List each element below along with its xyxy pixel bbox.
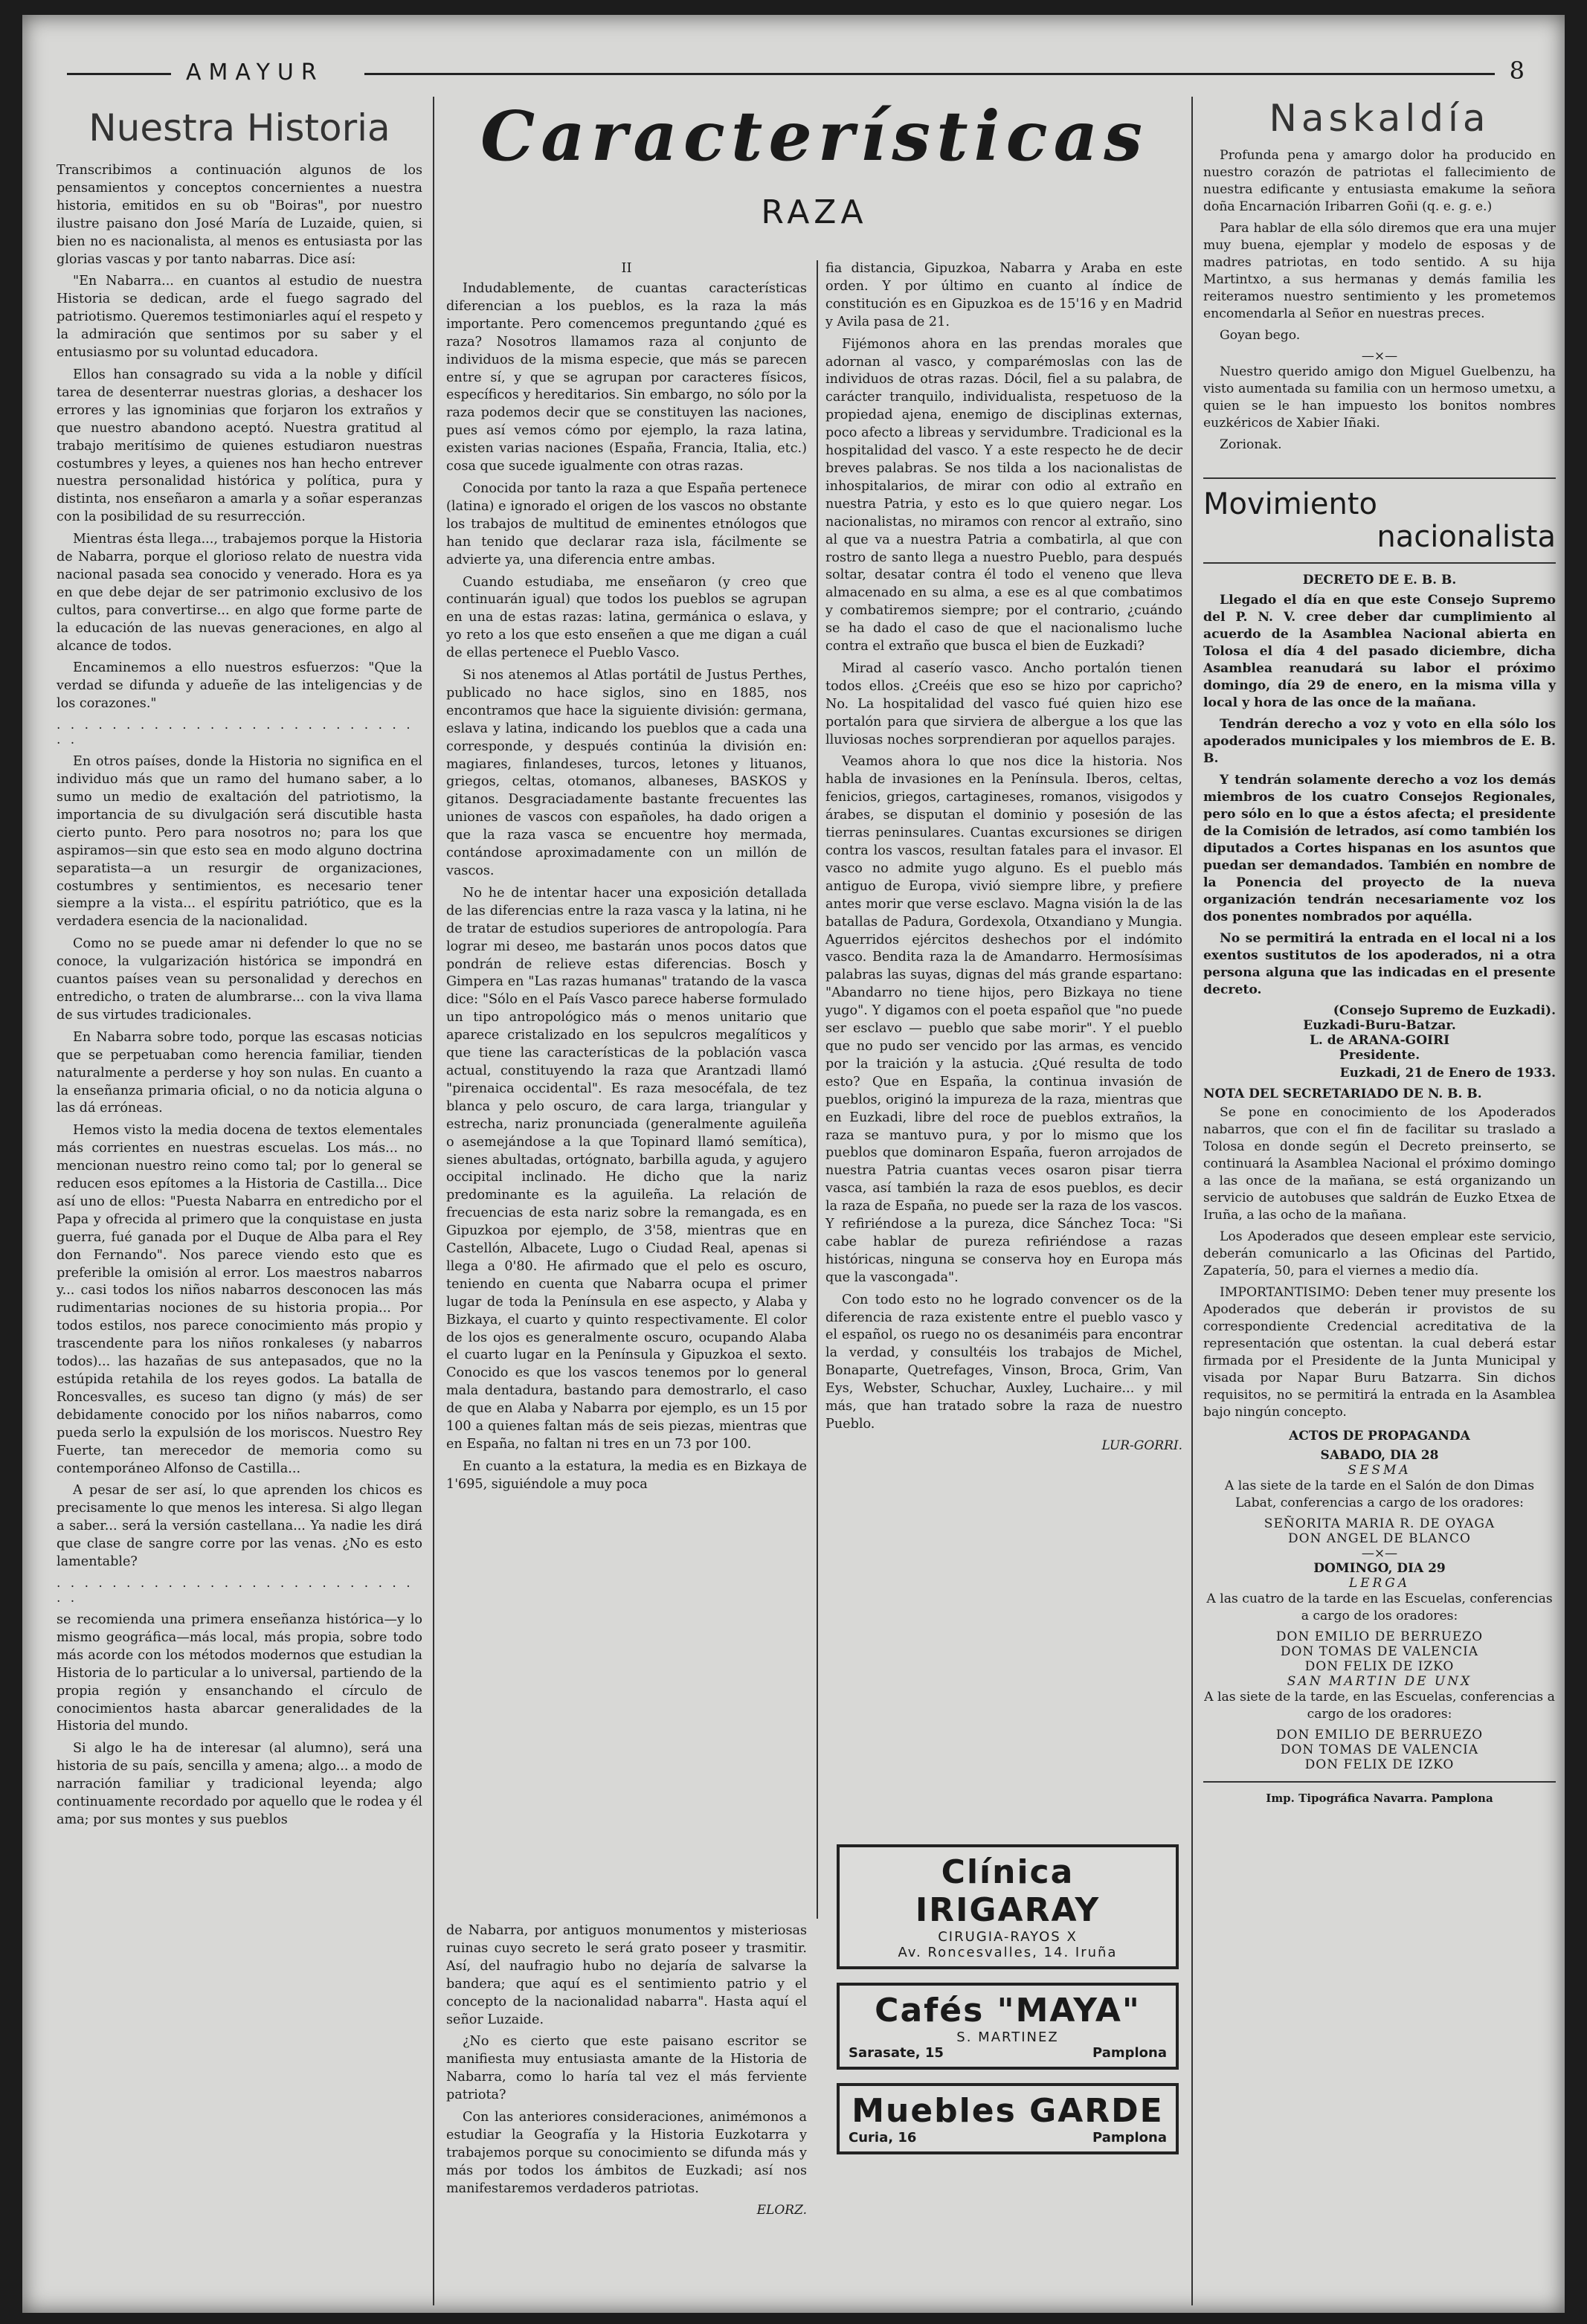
decree-heading: DECRETO DE E. B. B. bbox=[1302, 573, 1457, 588]
program-speaker: SEÑORITA MARIA R. DE OYAGA bbox=[1264, 1516, 1496, 1531]
middle-inner-divider bbox=[817, 260, 818, 1919]
program-speaker: DON FELIX DE IZKO bbox=[1304, 1757, 1455, 1772]
right-column bbox=[1203, 95, 1556, 1805]
ad-name: Cafés "MAYA" bbox=[875, 1992, 1141, 2030]
program-text: A las cuatro de la tarde en las Escuelas, conferencias a cargo de los oradores: bbox=[1206, 1591, 1553, 1623]
left-paragraph: "En Nabarra... en cuantos al estudio de nuestra Historia se dedican, arde el fuego sagrado del patriotismo. Queremos testimoniarles aquí el respeto y la admiración que sentimos por su saber y el entusiasmo por su voluntad educadora. bbox=[57, 274, 422, 361]
middle-paragraph: Indudablemente, de cuantas características diferencian a los pueblos, es la raza la más importante. Pero comencemos preguntando ¿qué es raza? Nosotros llamamos raza al conjunto de individuos de la misma especie, que más se parecen entre sí, y que se agrupan por caracteres físicos, específicos y hereditarios. Sin embargo, no sólo por la raza podemos decir que se constituyen las naciones, pues así vemos cómo por ejemplo, la raza latina, existen varias naciones (España, Francia, Italia, etc.) cosa que sucede igualmente con otras razas. bbox=[446, 281, 807, 474]
ad-name: Clínica IRIGARAY bbox=[915, 1853, 1101, 1929]
program-day: SABADO, DIA 28 bbox=[1320, 1448, 1439, 1463]
left-paragraph: se recomienda una primera enseñanza histórica—y lo mismo geográfica—más local, más propia, sobre todo más acorde con los métodos modernos que estudian la Historia de lo particular a lo universal, partiendo de la propia región y ensanchando el círculo de conocimientos hasta abarcar generalidades de la Historia del mundo. bbox=[57, 1612, 422, 1734]
ellipsis-divider: . . . . . . . . . . . . . . . . . . . . . . . . . . . . bbox=[57, 718, 413, 748]
middle-header bbox=[446, 95, 1182, 234]
left-paragraph: Encaminemos a ello nuestros esfuerzos: "Que la verdad se difunda y adueñe de las inteligencias y de los corazones." bbox=[57, 660, 422, 712]
author-signature: LUR-GORRI. bbox=[1101, 1438, 1182, 1453]
ad-line: Av. Roncesvalles, 14. Iruña bbox=[898, 1945, 1118, 1960]
separator: —×— bbox=[1361, 349, 1398, 364]
ads-block bbox=[837, 1844, 1179, 2168]
ad-city: Pamplona bbox=[1092, 2130, 1167, 2146]
middle-paragraph: Fijémonos ahora en las prendas morales que adornan al vasco, y comparémoslas con las de individuos de otras razas. Dócil, fiel a su palabra, de carácter tranquilo, individualista, respetuoso de la propiedad ajena, enemigo de disciplinas externas, poco afecto a libreas y servidumbre. Tradicional es la hospitalidad del vasco. Y a este respecto he de decir breves palabras. Se nos tilda a los nacionalistas de inhospitalarios, de mirar con odio al extraño en nuestra Patria, y esto es lo que quiero negar. Los nacionalistas, no miramos con rencor al extraño, sino al que va a nuestra Patria a combatirla, al que con rostro de santo llega a nuestro Pueblo, para después soltar, desatar contra él todo el veneno que lleva almacenado en su alma, a ese es al que combatimos y combatiremos siempre; por el contrario, ¿cuándo se ha dado el caso de que el nacionalismo luche contra el extraño que busca el bien de Euzkadi? bbox=[825, 336, 1182, 654]
right-paragraph: Nuestro querido amigo don Miguel Guelbenzu, ha visto aumentada su familia con un hermoso umetxu, a quien se le han impuesto los bonitos nombres euzkéricos de Xabier Iñaki. bbox=[1203, 364, 1556, 431]
program-speaker: DON FELIX DE IZKO bbox=[1304, 1659, 1455, 1674]
movement-title-line-1: Movimiento bbox=[1203, 487, 1377, 521]
decree-signature-2: Euzkadi-Buru-Batzar. bbox=[1303, 1018, 1456, 1033]
decree-paragraph: Llegado el día en que este Consejo Supremo del P. N. V. cree deber dar cumplimiento al acuerdo de la Asamblea Nacional abierta en Tolosa el día 4 del pasado diciembre, dicha Asamblea reanudará su labor el próximo domingo, día 29 de enero, en la misma villa y local y hora de las once de la mañana. bbox=[1203, 593, 1556, 710]
right-paragraph: Para hablar de ella sólo diremos que era una mujer muy buena, ejemplar y modelo de esposas y de madres patriotas, en todo sentido. A su hija Martintxo, a sus hermanas y demás familia les reiteramos nuestro sentimiento y les prometemos encomendarla al Señor en nuestras preces. bbox=[1203, 221, 1556, 321]
nota-heading: NOTA DEL SECRETARIADO DE N. B. B. bbox=[1203, 1087, 1482, 1101]
program-day: DOMINGO, DIA 29 bbox=[1313, 1561, 1446, 1576]
program-speaker: DON EMILIO DE BERRUEZO bbox=[1275, 1728, 1484, 1742]
right-paragraph: Profunda pena y amargo dolor ha producido en nuestro corazón de patriotas el fallecimiento de nuestra edificante y entusiasta emakume la señora doña Encarnación Iribarren Goñi (q. e. g. e.) bbox=[1203, 148, 1556, 214]
middle-paragraph: fia distancia, Gipuzkoa, Nabarra y Araba en este orden. Y por último en cuanto al índice de constitución es en Gipuzkoa es de 15'16 y en Madrid y Avila pasa de 21. bbox=[825, 261, 1182, 329]
middle-paragraph: Con las anteriores consideraciones, animémonos a estudiar la Geografía y la Historia Euzkotarra y trabajemos porque su conocimiento se difunda más y más por todos los ámbitos de Euzkadi; así nos manifestaremos verdaderos patriotas. bbox=[446, 2110, 807, 2196]
left-paragraph: Transcribimos a continuación algunos de los pensamientos y conceptos concernientes a nuestra historia, emitidos en su ob "Boiras", por nuestro ilustre paisano don José María de Luzaide, quien, si bien no es nacionalista, al menos es entusiasta por las glorias vascas y por tanto nabarras. Dice así: bbox=[57, 163, 422, 267]
middle-article-title: Características bbox=[480, 96, 1149, 176]
masthead bbox=[67, 57, 1525, 86]
masthead-title: AMAYUR bbox=[186, 59, 324, 86]
propaganda-program bbox=[1203, 1448, 1556, 1772]
printer-line: Imp. Tipográfica Navarra. Pamplona bbox=[1266, 1792, 1493, 1805]
decree-paragraph: Y tendrán solamente derecho a voz los demás miembros de los cuatro Consejos Regionales, pero sólo en lo que a éstos afecta; el presidente de la Comisión de letrados, así como también los diputados a Cortes hispanas en los asuntos que puedan ser demandados. También en nombre de la Ponencia del proyecto de la nueva organización tendrán necesariamente voz los dos ponentes nombrados por aquélla. bbox=[1203, 773, 1556, 924]
program-town: SAN MARTIN DE UNX bbox=[1287, 1674, 1472, 1689]
middle-paragraph: de Nabarra, por antiguos monumentos y misteriosas ruinas cuyo secreto le será grato poseer y trasmitir. Así, del naufragio hubo no dejaría de salvarse la bandera; que aquí es el sentimiento patrio y el concepto de la nacionalidad nabarra". Hasta aquí el señor Luzaide. bbox=[446, 1923, 807, 2027]
middle-paragraph: ¿No es cierto que este paisano escritor se manifiesta muy entusiasta amante de la Historia de Nabarra, como lo haría tal vez el más ferviente patriota? bbox=[446, 2034, 807, 2103]
ad-line: S. MARTINEZ bbox=[956, 2030, 1059, 2045]
section-rule bbox=[1203, 562, 1556, 564]
ad-city: Pamplona bbox=[1092, 2045, 1167, 2061]
column-divider-2 bbox=[1191, 97, 1193, 2305]
left-paragraph: En Nabarra sobre todo, porque las escasas noticias que se perpetuaban como herencia familiar, tienden naturalmente a perderse y hoy son nulas. En cuanto a la enseñanza primaria oficial, o no da noticia alguna o las dá erróneas. bbox=[57, 1029, 422, 1116]
author-signature: ELORZ. bbox=[756, 2202, 807, 2218]
ad-address: Sarasate, 15 bbox=[849, 2045, 944, 2061]
left-paragraph: Si algo le ha de interesar (al alumno), será una historia de su país, sencilla y amena; algo... a modo de narración familiar y tradicional leyenda; algo continuamente recordado por aquello que le rodea y él ama; por sus montes y sus pueblos bbox=[57, 1741, 422, 1827]
middle-paragraph: Si nos atenemos al Atlas portátil de Justus Perthes, publicado no hace siglos, sino en 1885, nos encontramos que hace la siguiente división: germana, eslava y latina, indicando los pueblos que a cada una corresponde, y después continúa la división en: magiares, finlandeses, turcos, letones y lituanos, griegos, celtas, otomanos, albaneses, BASKOS y gitanos. Desgraciadamente bastante frecuentes las uniones de vascos con españoles, ha dado origen a que la raza vasca se encuentre hoy mermada, contándose aproximadamente con un millón de vascos. bbox=[446, 668, 807, 878]
ad-name: Muebles GARDE bbox=[852, 2092, 1164, 2130]
middle-column-b bbox=[825, 260, 1182, 1453]
left-article-title: Nuestra Historia bbox=[88, 106, 390, 149]
left-paragraph: Hemos visto la media docena de textos elementales más corrientes en nuestras escuelas. Los más... no mencionan nuestro reino como tal; por lo general se reducen esos epítomes a la Historia de Castilla... Dice así uno de ellos: "Puesta Nabarra en entredicho por el Papa y ofrecida al primero que la conquistase en justa guerra, fué ganada por el Duque de Alba para el Rey don Fernando". Nos parece viendo esto que es preferible la omisión al error. Los maestros nabarros y... casi todos los niños nabarros desconocen las más rudimentarias nociones de su historia propia... Por todos estilos, nos parece conocimiento más propio y trascendente para los niños ronkaleses (y nabarros todos)... las hazañas de sus antepasados, que no la estúpida retahila de los reyes godos. La batalla de Roncesvalles, es suceso tan digno (y más) de ser debidamente conocido por los niños nabarros, como pueda serlo la expulsión de los moriscos. Nuestro Rey Fuerte, tan merecedor de memoria como su contemporáneo Alfonso de Castilla... bbox=[57, 1123, 422, 1476]
left-paragraph: En otros países, donde la Historia no significa en el individuo más que un ramo del humano saber, a lo sumo un medio de exaltación del patriotismo, la importancia de su divulgación será discutible hasta cierto punto. Pero para nosotros no; para los que aspiramos—sin que esto sea en modo alguno doctrina separatista—a un resurgir de organizaciones, costumbres y sentimientos, es necesario tener siempre a la vista... el espíritu patriótico, que es la verdadera esencia de la nacionalidad. bbox=[57, 754, 422, 930]
program-town: SESMA bbox=[1348, 1463, 1411, 1478]
middle-column-a bbox=[446, 260, 807, 1499]
ad-address-row bbox=[849, 2045, 1167, 2061]
masthead-rule-right bbox=[364, 73, 1495, 75]
middle-paragraph: Veamos ahora lo que nos dice la historia. Nos habla de invasiones en la Península. Iberos, celtas, fenicios, griegos, cartagineses, romanos, visigodos y árabes, se disputan el dominio y posesión de las tierras peninsulares. Cuantas excursiones se dirigen contra los vascos, resultan fatales para el invasor. El vasco no admite yugo alguno. Es el pueblo más antiguo de Europa, vivió siempre libre, y prefiere antes morir que verse esclavo. Magna visión la de las batallas de Padura, Gordexola, Otxandiano y Mungia. Aguerridos ejércitos deshechos por el indómito vasco. Bendita raza la de Amandarro. Hermosísimas palabras las suyas, dignas del más grande espartano: "Abandarro no tiene hijos, pero Bizkaya no tiene yugo". Y digamos con el poeta español que "no puede ser esclavo — pueblo que sabe morir". Y el pueblo que no pudo ser vencido por las armas, es vencido por la traición y la astucia. ¿Qué resulta de todo esto? Que en España, la continua invasión de pueblos, originó la impureza de la raza, mientras que en Euzkadi, libre del roce de pueblos extraños, la raza se mantuvo pura, y por lo mismo que los pueblos que dominaron España, fueron arrojados de nuestra Patria cuantas veces osaron pisar tierra vasca, así también la raza de esos pueblos, es decir la raza de España, no puede ser la raza de los vascos. Y refiriéndose a la pureza, dice Sánchez Toca: "Si cabe hablar de pureza refiriéndose a razas históricas, ninguna se conserva hoy en Europa más que la vascongada". bbox=[825, 754, 1182, 1285]
left-paragraph: Ellos han consagrado su vida a la noble y difícil tarea de desenterrar nuestras glorias, a deshacer los errores y las ignominias que forjaron los extraños y que nuestro abandono aceptó. Nuestra gratitud al trabajo meritísimo de quienes estudiaron nuestras costumbres y leyes, a quienes nos han hecho entrever nuestra personalidad histórica y política, pura y distinta, nos enseñaron a amarla y a soñar esperanzas con la posibilidad de su resurrección. bbox=[57, 367, 422, 525]
ad-cafes-maya bbox=[837, 1983, 1179, 2070]
nota-paragraph: Se pone en conocimiento de los Apoderados nabarros, que con el fin de facilitar su traslado a Tolosa en donde según el Decreto preinserto, se continuará la Asamblea Nacional el próximo domingo a las once de la mañana, se está organizando un servicio de autobuses que saldrán de Euzko Etxea de Iruña, a las ocho de la mañana. bbox=[1203, 1105, 1556, 1223]
ad-address: Curia, 16 bbox=[849, 2130, 917, 2146]
section-numeral: II bbox=[621, 260, 632, 276]
decree-signature-1: (Consejo Supremo de Euzkadi). bbox=[1333, 1003, 1556, 1018]
right-paragraph: Goyan bego. bbox=[1220, 328, 1301, 343]
decree-date: Euzkadi, 21 de Enero de 1933. bbox=[1339, 1066, 1556, 1081]
middle-paragraph: No he de intentar hacer una exposición detallada de las diferencias entre la raza vasca y la latina, ni he de tratar de estudios superiores de antropología. Para lograr mi deseo, me bastarán unos pocos datos que pondrán de relieve estas diferencias. Bosch y Gimpera en "Las razas humanas" tratando de la vasca dice: "Sólo en el País Vasco parece haberse formulado un tipo antropológico más o menos unitario que aparece cristalizado en los sepulcros megalíticos y que tiene las características de la población vasca actual, constituyendo la raza que Arantzadi llamó "pirenaica occidental". Es raza mesocéfala, de tez blanca y pelo oscuro, de cara larga, triangular y estrecha, nariz pronunciada (generalmente aguileña o asemejándose a la que Topinard llamó semítica), sienes abultadas, ortógnato, barbilla aguda, y agujero occipital inclinado. He dicho que la nariz predominante es la aguileña. La relación de frecuencias de esta nariz sobre la remangada, es en Gipuzkoa por ejemplo, de 3'58, mientras que en Castellón, Albacete, Lugo o Ciudad Real, apenas si llega a 0'80. He afirmado que el pelo es oscuro, teniendo en cuenta que Nabarra ocupa el primer lugar de toda la Península en ese aspecto, y Alaba y Bizkaya, el cuarto y quinto respectivamente. El color de los ojos es generalmente oscuro, ocupando Alaba el cuarto lugar en la Península y Gipuzkoa el sexto. Conocido es que los vascos tenemos por lo general mala dentadura, bastando para demostrarlo, el caso de que en Alaba y Nabarra por ejemplo, es un 15 por 100 a quienes faltan más de seis piezas, mientras que en España, no faltan ni tres en un 73 por 100. bbox=[446, 885, 807, 1452]
masthead-rule-left bbox=[67, 73, 171, 75]
right-article-title: Naskaldía bbox=[1269, 97, 1490, 140]
left-paragraph: Como no se puede amar ni defender lo que no se conoce, la vulgarización histórica se impondrá en cuantos países vean su personalidad y derechos en entredicho, o traten de alumbrarse... con la viva llama de sus virtudes tradicionales. bbox=[57, 936, 422, 1023]
right-paragraph: Zorionak. bbox=[1220, 437, 1282, 452]
ad-muebles-garde bbox=[837, 2083, 1179, 2154]
program-text: A las siete de la tarde, en las Escuelas, conferencias a cargo de los oradores: bbox=[1204, 1690, 1555, 1722]
program-speaker: DON TOMAS DE VALENCIA bbox=[1280, 1644, 1479, 1659]
left-paragraph: A pesar de ser así, lo que aprenden los chicos es precisamente lo que menos les interesa. Si algo llegan a saber... será la versión castellana... Ya nadie les dirá que clase de sangre corre por las venas. ¿No es esto lamentable? bbox=[57, 1483, 422, 1570]
section-rule bbox=[1203, 1781, 1556, 1783]
ellipsis-divider: . . . . . . . . . . . . . . . . . . . . . . . . . . . . bbox=[57, 1575, 413, 1606]
separator: —×— bbox=[1361, 1546, 1398, 1561]
page-number: 8 bbox=[1509, 57, 1525, 85]
program-speaker: DON TOMAS DE VALENCIA bbox=[1280, 1742, 1479, 1757]
decree-signature-3: L. de ARANA-GOIRI bbox=[1309, 1033, 1450, 1048]
movement-title-line-2: nacionalista bbox=[1377, 520, 1556, 554]
decree-paragraph: Tendrán derecho a voz y voto en ella sólo los apoderados municipales y los miembros de E. B. B. bbox=[1203, 717, 1556, 766]
middle-paragraph: Con todo esto no he logrado convencer os de la diferencia de raza existente entre el pueblo vasco y el español, os ruego no os desaniméis para encontrar la verdad, y consultéis los trabajos de Michel, Bonaparte, Quetrefages, Vinson, Broca, Grim, Van Eys, Webster, Schuchar, Auxley, Luchaire... y mil más, que han tratado sobre la raza de nuestro Pueblo. bbox=[825, 1292, 1182, 1432]
middle-paragraph: Mirad al caserío vasco. Ancho portalón tienen todos ellos. ¿Creéis que eso se hizo por capricho? No. La hospitalidad del vasco fué quien hizo ese portalón para que sirviera de albergue a los que las lluviosas noches sorprendieran por aquellos parajes. bbox=[825, 660, 1182, 747]
program-text: A las siete de la tarde en el Salón de don Dimas Labat, conferencias a cargo de los oradores: bbox=[1224, 1478, 1535, 1510]
newspaper-page bbox=[22, 15, 1565, 2313]
program-speaker: DON EMILIO DE BERRUEZO bbox=[1275, 1629, 1484, 1644]
left-paragraph: Mientras ésta llega..., trabajemos porque la Historia de Nabarra, porque el glorioso relato de nuestra vida nacional pasada sea conocido y venerado. Hora es ya en que debe dejar de ser patrimonio exclusivo de los cultos, para convertirse... en algo que forme parte de la educación de las nuevas generaciones, en algo al alcance de todos. bbox=[57, 532, 422, 654]
actos-heading: ACTOS DE PROPAGANDA bbox=[1289, 1429, 1470, 1443]
decree-signature-4: Presidente. bbox=[1339, 1048, 1420, 1063]
middle-article-subtitle: RAZA bbox=[761, 193, 868, 231]
ad-line: CIRUGIA-RAYOS X bbox=[938, 1929, 1078, 1945]
ad-address-row bbox=[849, 2130, 1167, 2146]
ad-clinica-irigaray bbox=[837, 1844, 1179, 1969]
middle-paragraph: En cuanto a la estatura, la media es en Bizkaya de 1'695, siguiéndole a muy poca bbox=[446, 1458, 807, 1492]
middle-lower-column bbox=[446, 1922, 807, 2218]
decree-paragraph: No se permitirá la entrada en el local ni a los exentos sustitutos de los apoderados, ni a otra persona alguna que las indicadas en el presente decreto. bbox=[1203, 931, 1556, 997]
nota-paragraph: IMPORTANTISIMO: Deben tener muy presente los Apoderados que deberán ir provistos de su correspondiente Credencial acreditativa de la representación que ostentan. la cual deberá estar firmada por el Presidente de la Junta Municipal y visada por Napar Buru Batzarra. Sin dichos requisitos, no se permitirá la entrada en la Asamblea bajo ningún concepto. bbox=[1203, 1285, 1556, 1420]
left-column bbox=[57, 104, 422, 1834]
middle-paragraph: Conocida por tanto la raza a que España pertenece (latina) e ignorado el origen de los vascos no obstante los trabajos de multitud de eminentes etnólogos que han tenido que declarar raza isla, fácilmente se advierte ya, una diferencia entre ambas. bbox=[446, 480, 807, 567]
nota-paragraph: Los Apoderados que deseen emplear este servicio, deberán comunicarlo a las Oficinas del Partido, Zapatería, 50, para el viernes a medio día. bbox=[1203, 1229, 1556, 1278]
program-speaker: DON ANGEL DE BLANCO bbox=[1287, 1531, 1471, 1546]
column-divider-1 bbox=[433, 97, 434, 2305]
program-town: LERGA bbox=[1348, 1576, 1411, 1591]
section-rule bbox=[1203, 477, 1556, 479]
middle-paragraph: Cuando estudiaba, me enseñaron (y creo que continuarán igual) que todos los pueblos se agrupan en una de estas razas: latina, germánica o eslava, y yo reto a los que esto enseñen a que me digan a cuál de ellas pertenece el Pueblo Vasco. bbox=[446, 574, 807, 661]
